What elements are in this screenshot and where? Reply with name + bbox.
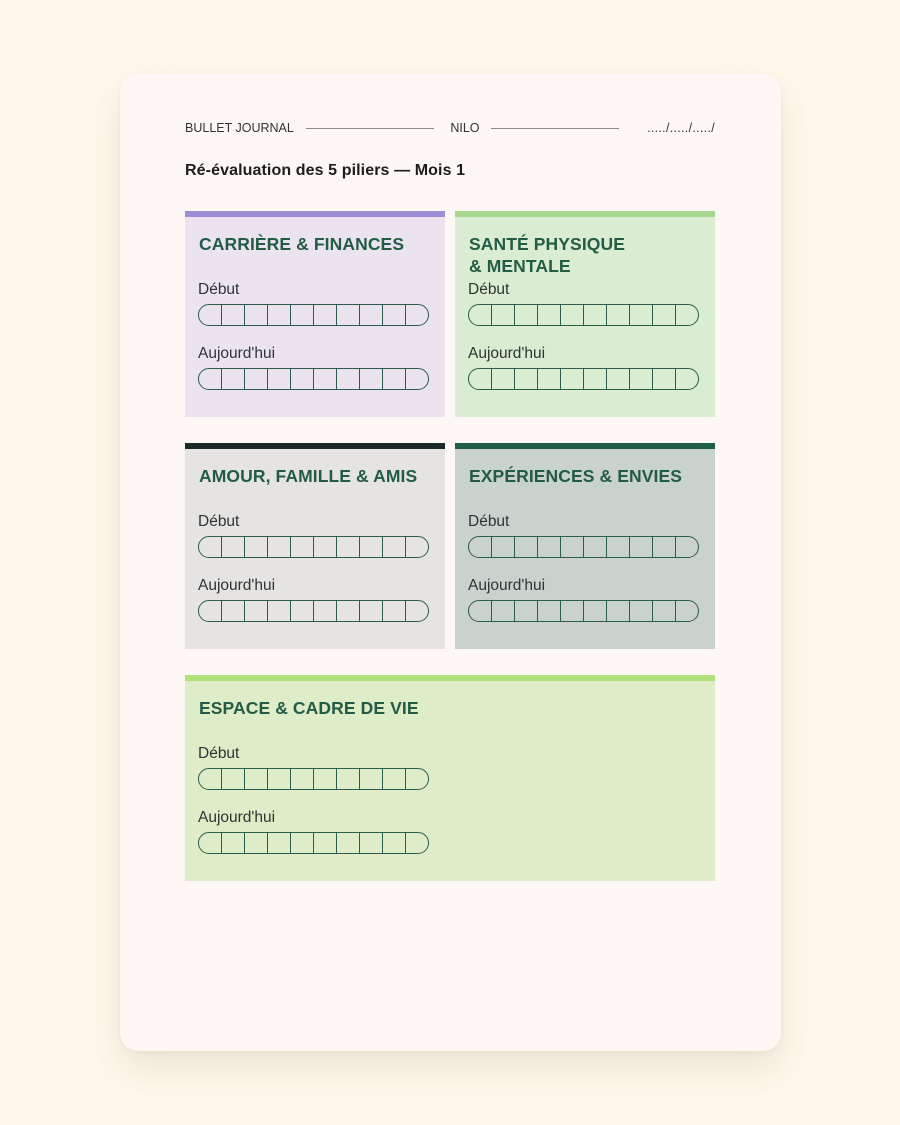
- today-rating-scale[interactable]: [198, 600, 429, 622]
- today-rating-scale[interactable]: [198, 368, 429, 390]
- pillar-card-career: [185, 211, 445, 417]
- rating-cell[interactable]: [360, 369, 383, 389]
- pillar-card-experiences: [455, 443, 715, 649]
- rating-cell[interactable]: [314, 601, 337, 621]
- start-rating-scale[interactable]: [468, 536, 699, 558]
- rating-cell[interactable]: [607, 601, 630, 621]
- rating-cell[interactable]: [653, 369, 676, 389]
- rating-cell[interactable]: [337, 769, 360, 789]
- rating-cell[interactable]: [469, 601, 492, 621]
- rating-cell[interactable]: [406, 769, 428, 789]
- rating-cell[interactable]: [469, 369, 492, 389]
- today-label: Aujourd'hui: [468, 577, 546, 594]
- rating-cell[interactable]: [492, 537, 515, 557]
- rating-cell[interactable]: [492, 305, 515, 325]
- rating-cell[interactable]: [314, 369, 337, 389]
- rating-cell[interactable]: [314, 537, 337, 557]
- rating-cell[interactable]: [291, 769, 314, 789]
- rating-cell[interactable]: [538, 601, 561, 621]
- rating-cell[interactable]: [268, 537, 291, 557]
- rating-cell[interactable]: [607, 305, 630, 325]
- rating-cell[interactable]: [584, 305, 607, 325]
- rating-cell[interactable]: [268, 369, 291, 389]
- rating-cell[interactable]: [561, 369, 584, 389]
- date-field[interactable]: ...../...../...../: [647, 121, 715, 135]
- card-title: CARRIÈRE & FINANCES: [199, 234, 405, 254]
- rating-cell[interactable]: [199, 601, 222, 621]
- rating-cell[interactable]: [199, 537, 222, 557]
- rating-cell[interactable]: [607, 369, 630, 389]
- rating-cell[interactable]: [584, 601, 607, 621]
- rating-cell[interactable]: [337, 537, 360, 557]
- rating-cell[interactable]: [360, 769, 383, 789]
- start-label: Début: [198, 745, 240, 762]
- rating-cell[interactable]: [268, 601, 291, 621]
- today-rating-scale[interactable]: [198, 832, 429, 854]
- rating-cell[interactable]: [268, 833, 291, 853]
- journal-page: [120, 74, 781, 1051]
- rating-cell[interactable]: [199, 369, 222, 389]
- start-label: Début: [468, 281, 510, 298]
- rating-cell[interactable]: [291, 833, 314, 853]
- start-rating-scale[interactable]: [468, 304, 699, 326]
- start-rating-scale[interactable]: [198, 536, 429, 558]
- rating-cell[interactable]: [245, 305, 268, 325]
- rating-cell[interactable]: [653, 537, 676, 557]
- rating-cell[interactable]: [383, 769, 406, 789]
- rating-cell[interactable]: [268, 305, 291, 325]
- header-rule: [491, 128, 619, 129]
- rating-cell[interactable]: [268, 769, 291, 789]
- rating-cell[interactable]: [291, 305, 314, 325]
- rating-cell[interactable]: [538, 537, 561, 557]
- today-label: Aujourd'hui: [468, 345, 546, 362]
- rating-cell[interactable]: [291, 369, 314, 389]
- card-title: ESPACE & CADRE DE VIE: [199, 698, 419, 718]
- rating-cell[interactable]: [314, 305, 337, 325]
- rating-cell[interactable]: [515, 369, 538, 389]
- rating-cell[interactable]: [314, 769, 337, 789]
- rating-cell[interactable]: [199, 769, 222, 789]
- rating-cell[interactable]: [291, 537, 314, 557]
- rating-cell[interactable]: [676, 537, 698, 557]
- today-label: Aujourd'hui: [198, 345, 276, 362]
- rating-cell[interactable]: [676, 369, 698, 389]
- rating-cell[interactable]: [584, 537, 607, 557]
- name-label: NILO: [450, 121, 480, 135]
- rating-cell[interactable]: [360, 601, 383, 621]
- rating-cell[interactable]: [653, 601, 676, 621]
- rating-cell[interactable]: [630, 305, 653, 325]
- rating-cell[interactable]: [469, 537, 492, 557]
- rating-cell[interactable]: [406, 537, 428, 557]
- rating-cell[interactable]: [199, 305, 222, 325]
- rating-cell[interactable]: [314, 833, 337, 853]
- rating-cell[interactable]: [406, 369, 428, 389]
- rating-cell[interactable]: [245, 601, 268, 621]
- rating-cell[interactable]: [291, 601, 314, 621]
- rating-cell[interactable]: [222, 769, 245, 789]
- rating-cell[interactable]: [515, 537, 538, 557]
- rating-cell[interactable]: [653, 305, 676, 325]
- start-label: Début: [198, 281, 240, 298]
- rating-cell[interactable]: [360, 305, 383, 325]
- rating-cell[interactable]: [561, 305, 584, 325]
- rating-cell[interactable]: [607, 537, 630, 557]
- rating-cell[interactable]: [538, 305, 561, 325]
- start-rating-scale[interactable]: [198, 768, 429, 790]
- rating-cell[interactable]: [383, 601, 406, 621]
- today-rating-scale[interactable]: [468, 368, 699, 390]
- rating-cell[interactable]: [337, 833, 360, 853]
- rating-cell[interactable]: [222, 369, 245, 389]
- rating-cell[interactable]: [584, 369, 607, 389]
- rating-cell[interactable]: [383, 537, 406, 557]
- card-title: SANTÉ PHYSIQUE & MENTALE: [469, 234, 626, 276]
- rating-cell[interactable]: [245, 369, 268, 389]
- rating-cell[interactable]: [245, 769, 268, 789]
- rating-cell[interactable]: [337, 369, 360, 389]
- start-label: Début: [468, 513, 510, 530]
- rating-cell[interactable]: [222, 833, 245, 853]
- rating-cell[interactable]: [676, 601, 698, 621]
- card-title: EXPÉRIENCES & ENVIES: [469, 466, 683, 486]
- today-rating-scale[interactable]: [468, 600, 699, 622]
- rating-cell[interactable]: [406, 305, 428, 325]
- rating-cell[interactable]: [630, 369, 653, 389]
- rating-cell[interactable]: [383, 833, 406, 853]
- pillar-card-living-space: [185, 675, 715, 881]
- header-rule: [306, 128, 434, 129]
- rating-cell[interactable]: [538, 369, 561, 389]
- rating-cell[interactable]: [337, 305, 360, 325]
- rating-cell[interactable]: [515, 305, 538, 325]
- rating-cell[interactable]: [360, 537, 383, 557]
- rating-cell[interactable]: [245, 833, 268, 853]
- rating-cell[interactable]: [469, 305, 492, 325]
- page-header: [185, 119, 715, 137]
- rating-cell[interactable]: [630, 537, 653, 557]
- rating-cell[interactable]: [222, 537, 245, 557]
- pillar-card-health: [455, 211, 715, 417]
- rating-cell[interactable]: [406, 833, 428, 853]
- start-label: Début: [198, 513, 240, 530]
- rating-cell[interactable]: [492, 601, 515, 621]
- pillar-card-love: [185, 443, 445, 649]
- rating-cell[interactable]: [492, 369, 515, 389]
- rating-cell[interactable]: [222, 601, 245, 621]
- rating-cell[interactable]: [630, 601, 653, 621]
- rating-cell[interactable]: [515, 601, 538, 621]
- rating-cell[interactable]: [337, 601, 360, 621]
- rating-cell[interactable]: [199, 833, 222, 853]
- rating-cell[interactable]: [406, 601, 428, 621]
- page-title: Ré-évaluation des 5 piliers — Mois 1: [185, 162, 466, 179]
- rating-cell[interactable]: [561, 601, 584, 621]
- rating-cell[interactable]: [676, 305, 698, 325]
- start-rating-scale[interactable]: [198, 304, 429, 326]
- rating-cell[interactable]: [561, 537, 584, 557]
- brand-label: BULLET JOURNAL: [185, 121, 294, 135]
- rating-cell[interactable]: [383, 369, 406, 389]
- today-label: Aujourd'hui: [198, 809, 276, 826]
- rating-cell[interactable]: [222, 305, 245, 325]
- rating-cell[interactable]: [360, 833, 383, 853]
- card-title: AMOUR, FAMILLE & AMIS: [199, 466, 418, 486]
- rating-cell[interactable]: [383, 305, 406, 325]
- rating-cell[interactable]: [245, 537, 268, 557]
- today-label: Aujourd'hui: [198, 577, 276, 594]
